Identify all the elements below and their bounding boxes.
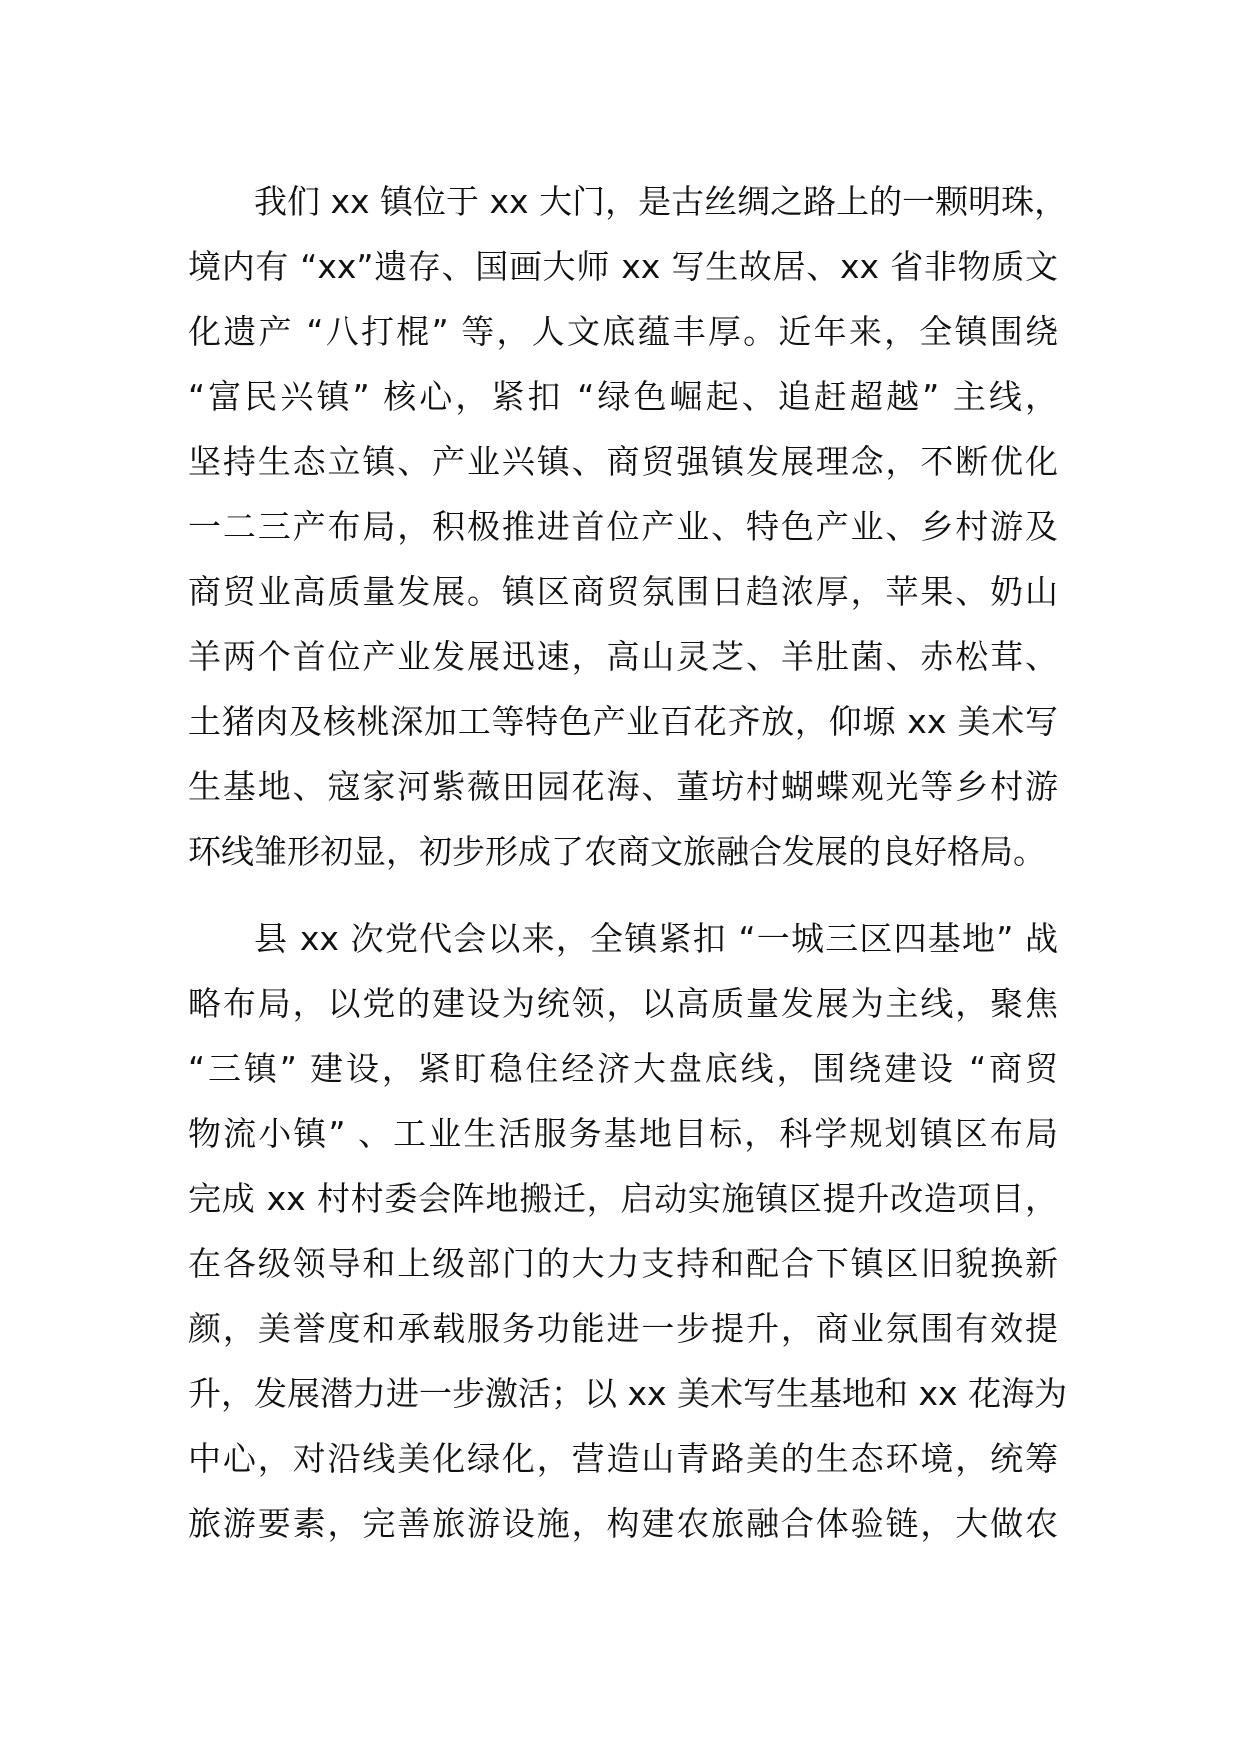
text-line: 略布局，以党的建设为统领，以高质量发展为主线，聚焦 [188,984,1058,1023]
text-line: 县 xx 次党代会以来，全镇紧扣 “一城三区四基地” 战 [254,919,1058,958]
text-line: 羊两个首位产业发展迅速，高山灵芝、羊肚菌、赤松茸、 [188,637,1058,676]
text-line: 中心，对沿线美化绿化，营造山青路美的生态环境，统筹 [188,1439,1058,1478]
paragraph-1 [188,169,1068,884]
text-line: 化遗产 “八打棍” 等，人文底蕴丰厚。近年来，全镇围绕 [188,312,1058,351]
text-line: 生基地、寇家河紫薇田园花海、董坊村蝴蝶观光等乡村游 [188,767,1058,806]
text-line: 坚持生态立镇、产业兴镇、商贸强镇发展理念，不断优化 [188,442,1058,481]
text-line: “富民兴镇” 核心，紧扣 “绿色崛起、追赶超越” 主线， [188,377,1058,416]
text-line: 境内有 “xx”遗存、国画大师 xx 写生故居、xx 省非物质文 [188,247,1058,286]
text-line: 在各级领导和上级部门的大力支持和配合下镇区旧貌换新 [188,1244,1058,1283]
text-line: 升，发展潜力进一步激活；以 xx 美术写生基地和 xx 花海为 [188,1374,1068,1413]
text-line: 商贸业高质量发展。镇区商贸氛围日趋浓厚，苹果、奶山 [188,572,1058,611]
text-line: 我们 xx 镇位于 xx 大门，是古丝绸之路上的一颗明珠， [254,182,1068,221]
text-line: “三镇” 建设，紧盯稳住经济大盘底线，围绕建设 “商贸 [188,1049,1058,1088]
text-line: 一二三产布局，积极推进首位产业、特色产业、乡村游及 [188,507,1058,546]
text-line: 土猪肉及核桃深加工等特色产业百花齐放，仰塬 xx 美术写 [188,702,1058,741]
text-line: 完成 xx 村村委会阵地搬迁，启动实施镇区提升改造项目， [188,1179,1058,1218]
paragraph-2 [188,906,1068,1556]
document-body [188,169,1068,1556]
text-line: 环线雏形初显，初步形成了农商文旅融合发展的良好格局。 [188,832,1046,871]
text-line: 旅游要素，完善旅游设施，构建农旅融合体验链，大做农 [188,1504,1058,1543]
text-line: 物流小镇” 、工业生活服务基地目标，科学规划镇区布局 [188,1114,1058,1153]
text-line: 颜，美誉度和承载服务功能进一步提升，商业氛围有效提 [188,1309,1058,1348]
